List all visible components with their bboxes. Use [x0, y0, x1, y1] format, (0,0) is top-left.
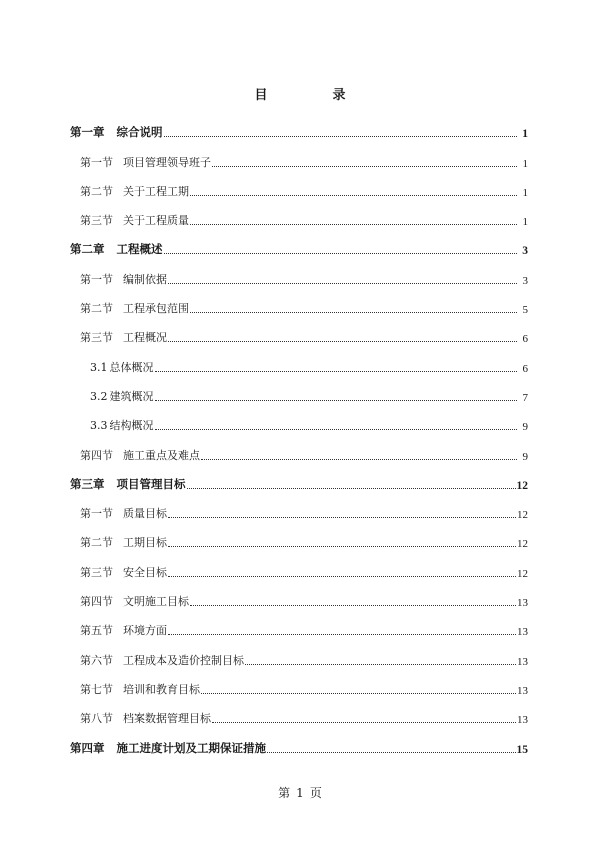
toc-entry-number: 3.1: [90, 360, 108, 374]
footer-prefix: 第: [278, 786, 291, 800]
toc-entry-number: 第一节: [80, 155, 113, 169]
toc-entry-number: 3.2: [90, 389, 108, 403]
dot-leader: [190, 194, 517, 196]
toc-entry-text: [80, 593, 189, 610]
toc-entry-page-number: 9: [522, 450, 528, 463]
dot-leader: [168, 633, 516, 635]
toc-entry-number: 第八节: [80, 712, 113, 726]
toc-entry-text: [70, 740, 266, 757]
toc-entry-page-number: 13: [517, 626, 528, 639]
dot-leader: [168, 282, 517, 284]
toc-entry-text: [70, 241, 163, 258]
toc-entry-subsection[interactable]: [70, 346, 528, 375]
dot-leader: [212, 721, 516, 723]
footer-suffix: 页: [309, 786, 322, 800]
toc-entry-title: 综合说明: [116, 125, 163, 140]
toc-entry-section[interactable]: [70, 258, 528, 287]
toc-entry-text: [90, 388, 154, 405]
toc-entry-number: 第三节: [80, 331, 113, 345]
toc-entry-section[interactable]: [70, 317, 528, 346]
toc-entry-text: [80, 534, 167, 551]
toc-entry-page-number: 13: [517, 655, 528, 668]
footer-page-number: 1: [296, 786, 304, 800]
toc-entry-page-number: 13: [517, 597, 528, 610]
dot-leader: [267, 751, 516, 753]
toc-entry-page-number: 7: [522, 391, 528, 404]
toc-entry-chapter[interactable]: [70, 464, 528, 493]
toc-entry-number: 第三节: [80, 214, 113, 228]
toc-entry-page-number: 12: [517, 538, 528, 551]
dot-leader: [168, 516, 516, 518]
dot-leader: [201, 458, 517, 460]
dot-leader: [168, 545, 516, 547]
toc-entry-number: 第四节: [80, 595, 113, 609]
dot-leader: [164, 252, 518, 254]
toc-entry-number: 第六节: [80, 653, 113, 667]
toc-entry-page-number: 5: [522, 304, 528, 317]
dot-leader: [201, 692, 516, 694]
toc-entry-section[interactable]: [70, 698, 528, 727]
toc-entry-title: 文明施工目标: [123, 595, 189, 609]
toc-entry-section[interactable]: [70, 288, 528, 317]
toc-entry-title: 环境方面: [123, 624, 167, 638]
toc-entry-title: 项目管理目标: [116, 476, 186, 491]
toc-entry-number: 第四章: [70, 740, 105, 755]
toc-entry-number: 第二节: [80, 184, 113, 198]
toc-entry-text: [90, 359, 154, 376]
toc-entry-title: 档案数据管理目标: [123, 712, 211, 726]
toc-entry-title: 工程成本及造价控制目标: [123, 653, 244, 667]
toc-entry-chapter[interactable]: [70, 229, 528, 258]
toc-entry-page-number: 3: [522, 274, 528, 287]
toc-entry-number: 第一节: [80, 272, 113, 286]
dot-leader: [168, 340, 517, 342]
toc-entry-page-number: 15: [516, 743, 528, 756]
toc-entry-text: [80, 212, 189, 229]
dot-leader: [190, 311, 517, 313]
toc-entry-section[interactable]: [70, 434, 528, 463]
toc-entry-text: [80, 681, 200, 698]
toc-entry-text: [80, 154, 211, 171]
toc-entry-number: 第二章: [70, 242, 105, 257]
toc-entry-title: 结构概况: [109, 419, 154, 433]
toc-entry-text: [80, 505, 167, 522]
toc-entry-title: 工期目标: [123, 536, 167, 550]
toc-entry-section[interactable]: [70, 639, 528, 668]
toc-entry-text: [80, 329, 167, 346]
dot-leader: [245, 663, 516, 665]
toc-entry-title: 总体概况: [109, 360, 154, 374]
toc-entry-page-number: 1: [522, 128, 528, 141]
toc-entry-page-number: 3: [522, 245, 528, 258]
toc-entry-text: [70, 124, 163, 141]
toc-entry-title: 建筑概况: [109, 389, 154, 403]
toc-entry-number: 第四节: [80, 448, 113, 462]
toc-entry-page-number: 1: [522, 216, 528, 229]
toc-entry-section[interactable]: [70, 610, 528, 639]
toc-entry-number: 第二节: [80, 536, 113, 550]
toc-entry-section[interactable]: [70, 522, 528, 551]
toc-entry-text: [80, 710, 211, 727]
dot-leader: [155, 370, 518, 372]
toc-entry-page-number: 12: [517, 509, 528, 522]
toc-entry-title: 关于工程工期: [123, 184, 189, 198]
toc-entry-number: 3.3: [90, 419, 108, 433]
toc-entry-number: 第三节: [80, 565, 113, 579]
toc-entry-text: [80, 271, 167, 288]
dot-leader: [190, 604, 516, 606]
dot-leader: [212, 165, 517, 167]
toc-entry-page-number: 13: [517, 714, 528, 727]
toc-entry-title: 质量目标: [123, 507, 167, 521]
toc-entry-title: 安全目标: [123, 565, 167, 579]
toc-entry-page-number: 6: [522, 333, 528, 346]
toc-entry-page-number: 9: [522, 421, 528, 434]
dot-leader: [190, 223, 517, 225]
toc-entry-number: 第三章: [70, 476, 105, 491]
toc-entry-number: 第五节: [80, 624, 113, 638]
toc-entry-section[interactable]: [70, 669, 528, 698]
toc-entry-text: [80, 300, 189, 317]
toc-entry-page-number: 12: [517, 567, 528, 580]
dot-leader: [187, 487, 516, 489]
toc-entry-page-number: 1: [522, 157, 528, 170]
toc-entry-chapter[interactable]: [70, 112, 528, 141]
toc-entry-section[interactable]: [70, 493, 528, 522]
toc-entry-text: [80, 564, 167, 581]
toc-entry-subsection[interactable]: [70, 405, 528, 434]
dot-leader: [155, 399, 518, 401]
toc-entry-number: 第二节: [80, 302, 113, 316]
toc-entry-title: 工程概述: [116, 242, 163, 257]
dot-leader: [164, 135, 518, 137]
toc-entry-page-number: 1: [522, 186, 528, 199]
toc-entry-text: [90, 417, 154, 434]
toc-entry-section[interactable]: [70, 141, 528, 170]
table-of-contents: [70, 112, 528, 757]
toc-entry-text: [80, 622, 167, 639]
toc-entry-subsection[interactable]: [70, 376, 528, 405]
toc-entry-chapter[interactable]: [70, 727, 528, 756]
toc-entry-number: 第七节: [80, 682, 113, 696]
toc-entry-title: 关于工程质量: [123, 214, 189, 228]
toc-entry-section[interactable]: [70, 200, 528, 229]
toc-entry-title: 施工重点及难点: [123, 448, 200, 462]
toc-entry-title: 工程概况: [123, 331, 167, 345]
toc-entry-title: 培训和教育目标: [123, 682, 200, 696]
toc-entry-text: [70, 476, 186, 493]
toc-entry-text: [80, 183, 189, 200]
toc-entry-title: 工程承包范围: [123, 302, 189, 316]
toc-entry-page-number: 13: [517, 684, 528, 697]
toc-entry-title: 编制依据: [123, 272, 167, 286]
toc-entry-number: 第一节: [80, 507, 113, 521]
toc-entry-page-number: 6: [522, 362, 528, 375]
toc-entry-text: [80, 652, 244, 669]
dot-leader: [168, 575, 516, 577]
toc-entry-section[interactable]: [70, 551, 528, 580]
toc-entry-section[interactable]: [70, 171, 528, 200]
toc-title: 目 录: [254, 88, 372, 103]
toc-entry-page-number: 12: [516, 479, 528, 492]
toc-entry-title: 项目管理领导班子: [123, 155, 211, 169]
toc-entry-section[interactable]: [70, 581, 528, 610]
toc-entry-number: 第一章: [70, 125, 105, 140]
toc-entry-text: [80, 447, 200, 464]
page-footer: [0, 784, 600, 801]
toc-entry-title: 施工进度计划及工期保证措施: [116, 740, 266, 755]
dot-leader: [155, 428, 518, 430]
